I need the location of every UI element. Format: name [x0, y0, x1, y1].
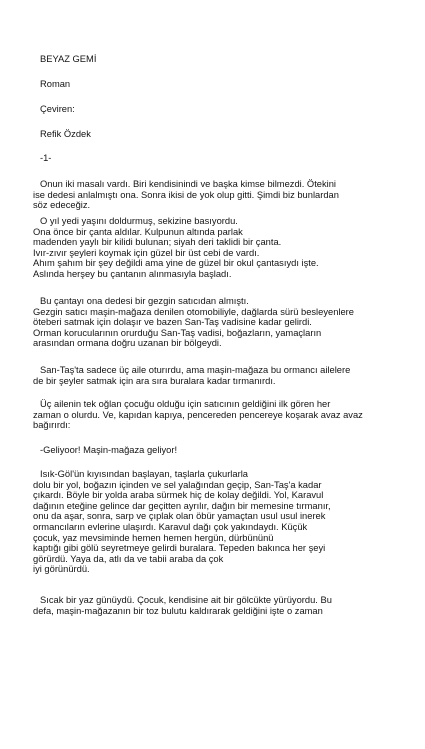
text-line: Ivır-zıvır şeyleri koymak için güzel bir üst cebi de vardı. — [33, 247, 260, 258]
text-line: çıkardı. Böyle bir yolda araba sürmek hiç de kolay değildi. Yol, Karavul — [33, 490, 324, 501]
text-line: Üç ailenin tek oğlan çocuğu olduğu için satıcının geldiğini ilk gören her — [40, 399, 331, 409]
text-line: dolu bir yol, boğazın içinden ve sel yalağından geçip, San-Taş'a kadar — [33, 479, 322, 490]
text-line: San-Taş'ta sadece üç aile oturırdu, ama maşin-mağaza bu ormancı ailelere — [40, 365, 351, 375]
paragraph — [33, 296, 418, 349]
paragraph — [33, 365, 418, 386]
text-line: görürdü. Yaya da, atlı da ve tabii araba da çok — [33, 553, 224, 564]
text-line: çocuk, yaz mevsiminde hemen hemen hergün, dürbününü — [33, 532, 274, 543]
text-line: bağırırdı: — [33, 420, 71, 431]
paragraph — [33, 216, 418, 280]
text-line: -Geliyoor! Maşin-mağaza geliyor! — [40, 445, 178, 455]
text-line: Ahım şahım bir şey değildi ama yine de güzel bir okul çantasıydı işte. — [33, 258, 319, 269]
text-line: Gezgin satıcı maşin-mağaza denilen otomobiliyle, dağlarda sürü besleyenlere — [33, 306, 354, 317]
text-line: dağının eteğine gelince dar geçitten ayrılır, dağın bir memesine tırmanır, — [33, 500, 331, 511]
text-line: O yıl yedi yaşını doldurmuş, sekizine basıyordu. — [40, 216, 238, 226]
text-line: Aslında herşey bu çantanın alınmasıyla başladı. — [33, 268, 232, 279]
text-line: Onun iki masalı vardı. Biri kendisinindi ve başka kimse bilmezdi. Ötekini — [40, 179, 337, 189]
text-line: onu da aşar, sonra, sarp ve çıplak olan öbür yamaçtan usul usul inerek — [33, 511, 326, 522]
text-line: ise dedesi anlalmıştı ona. Sonra ikisi de yok olup gitti. Şimdi biz bunlardan — [33, 189, 339, 200]
text-line: Orman korucularının orurduğu San-Taş vadisi, boğazların, yamaçların — [33, 327, 322, 338]
text-line: Ona önce bir çanta aldılar. Kulpunun altında parlak — [33, 226, 243, 237]
text-line: defa, maşin-mağazanın bir toz bulutu kaldırarak geldiğini işte o zaman — [33, 605, 323, 616]
translator-label: Çeviren: — [40, 104, 75, 114]
text-line: söz edeceğiz. — [33, 200, 91, 211]
text-line: arasından ormana doğru uzanan bir bölgeydi. — [33, 338, 222, 349]
text-line: madenden yaylı bir kilidi bulunan; siyah deri taklidi bir çanta. — [33, 237, 282, 248]
paragraph — [33, 179, 418, 211]
text-line: Bu çantayı ona dedesi bir gezgin satıcıdan almıştı. — [40, 296, 249, 306]
paragraph — [33, 469, 418, 575]
paragraph — [33, 445, 418, 456]
book-genre: Roman — [40, 79, 71, 89]
text-line: Sıcak bir yaz günüydü. Çocuk, kendisine ait bir gölcükte yürüyordu. Bu — [40, 595, 332, 605]
book-title: BEYAZ GEMİ — [40, 54, 97, 64]
paragraph — [33, 595, 418, 616]
translator-name: Refik Özdek — [40, 129, 91, 139]
chapter-number: -1- — [40, 153, 52, 163]
text-line: ormancıların evlerine ulaşırdı. Karavul dağı çok yakındaydı. Küçük — [33, 521, 308, 532]
paragraph — [33, 399, 418, 431]
text-line: zaman o olurdu. Ve, kapıdan kapıya, pencereden pencereye koşarak avaz avaz — [33, 409, 363, 420]
text-line: de bir şeyler satmak için ara sıra buralara kadar tırmanırdı. — [33, 375, 276, 386]
text-line: iyi görünürdü. — [33, 564, 90, 575]
text-line: kaptığı gibi gölü seyretmeye gelirdi buralara. Tepeden bakınca her şeyi — [33, 543, 326, 554]
text-line: Isık-Göl'ün kıyısından başlayan, taşlarla çukurlarla — [40, 469, 248, 479]
text-line: öteberi satmak için dolaşır ve bazen San-Taş vadisine kadar gelirdi. — [33, 317, 312, 328]
